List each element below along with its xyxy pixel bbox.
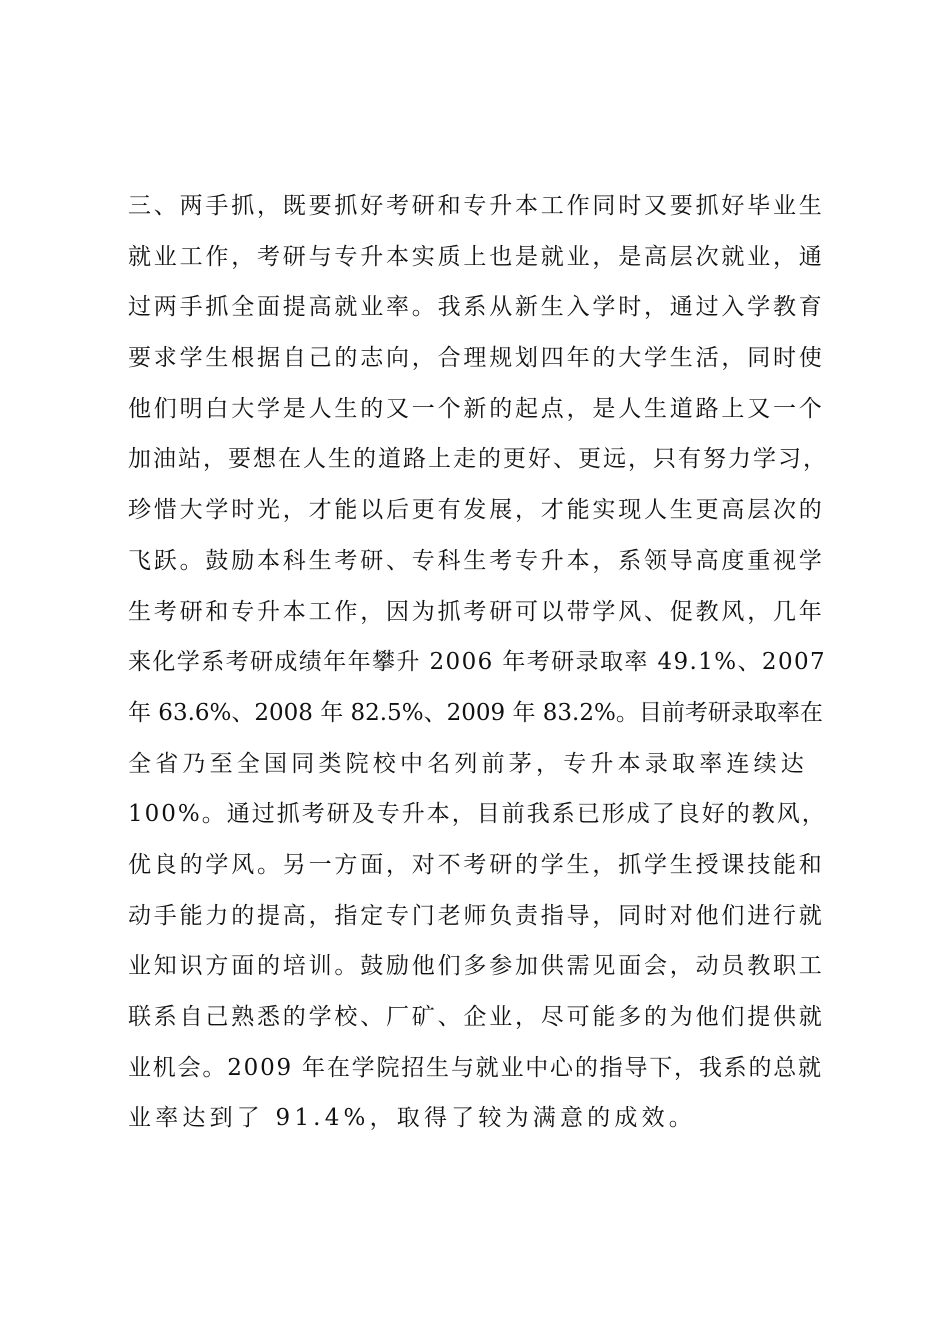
paragraph-line: 业率达到了 91.4%，取得了较为满意的成效。 bbox=[128, 1105, 696, 1132]
paragraph-line: 全省乃至全国同类院校中名列前茅，专升本录取率连续达 bbox=[128, 750, 808, 777]
paragraph-line: 优良的学风。另一方面，对不考研的学生，抓学生授课技能和 bbox=[128, 851, 825, 878]
paragraph-line: 年 63.6%、2008 年 82.5%、2009 年 83.2%。目前考研录取率在 bbox=[128, 699, 823, 726]
paragraph-line: 生考研和专升本工作，因为抓考研可以带学风、促教风，几年 bbox=[128, 598, 825, 625]
paragraph-line: 加油站，要想在人生的道路上走的更好、更远，只有努力学习， bbox=[128, 446, 828, 473]
paragraph-line: 珍惜大学时光，才能以后更有发展，才能实现人生更高层次的 bbox=[128, 497, 825, 524]
paragraph-line: 来化学系考研成绩年年攀升 2006 年考研录取率 49.1%、2007 bbox=[128, 649, 827, 676]
paragraph-line: 就业工作，考研与专升本实质上也是就业，是高层次就业，通 bbox=[128, 243, 825, 270]
body-paragraph bbox=[128, 181, 828, 1144]
paragraph-line: 过两手抓全面提高就业率。我系从新生入学时，通过入学教育 bbox=[128, 294, 825, 321]
paragraph-line: 他们明白大学是人生的又一个新的起点，是人生道路上又一个 bbox=[128, 395, 825, 422]
paragraph-line: 要求学生根据自己的志向，合理规划四年的大学生活，同时使 bbox=[128, 345, 825, 372]
paragraph-line: 业机会。2009 年在学院招生与就业中心的指导下，我系的总就 bbox=[128, 1054, 823, 1081]
paragraph-line: 动手能力的提高，指定专门老师负责指导，同时对他们进行就 bbox=[128, 902, 825, 929]
paragraph-line: 100%。通过抓考研及专升本，目前我系已形成了良好的教风， bbox=[128, 801, 827, 828]
paragraph-line: 飞跃。鼓励本科生考研、专科生考专升本，系领导高度重视学 bbox=[128, 547, 825, 574]
paragraph-line: 三、两手抓，既要抓好考研和专升本工作同时又要抓好毕业生 bbox=[128, 193, 825, 219]
paragraph-line: 业知识方面的培训。鼓励他们多参加供需见面会，动员教职工 bbox=[128, 953, 825, 980]
paragraph-line: 联系自己熟悉的学校、厂矿、企业，尽可能多的为他们提供就 bbox=[128, 1004, 825, 1030]
